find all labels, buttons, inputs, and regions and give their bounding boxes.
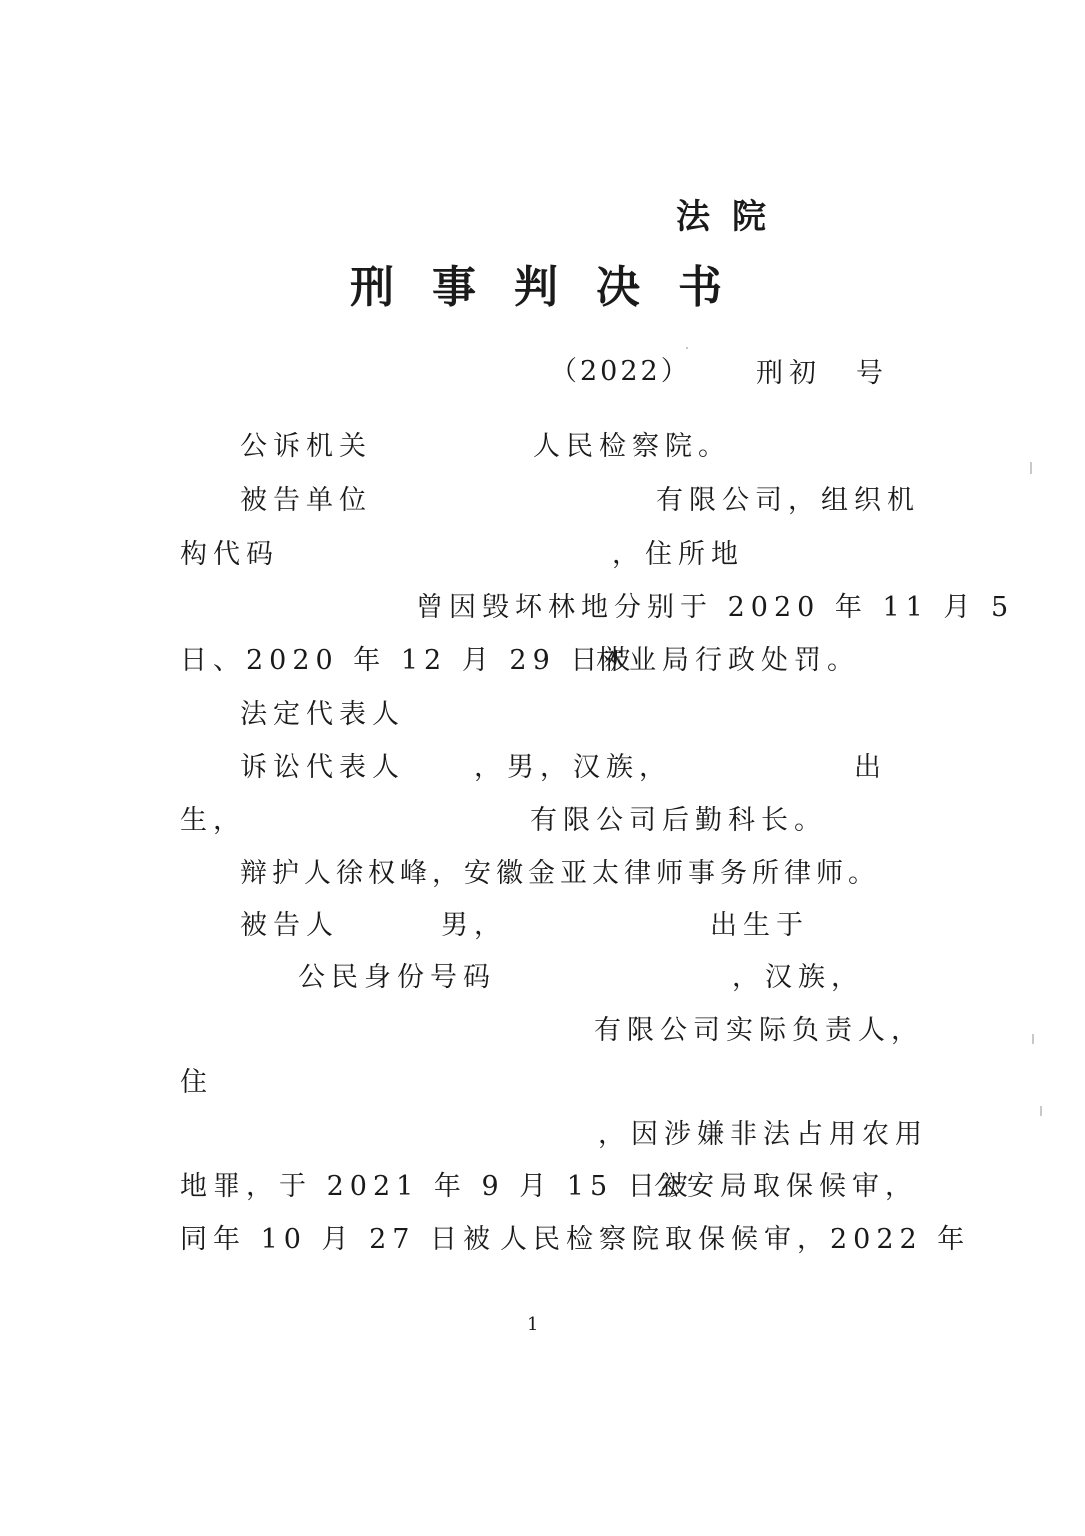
org-code-label: 构代码 [180,539,279,570]
penalty-line-1: 曾因毁坏林地分别于 2020 年 11 月 5 [416,592,1015,623]
scan-speck [1030,462,1032,474]
scan-speck [1032,1034,1034,1044]
residence-label: ，住所地 [612,539,744,570]
address-label: 住 [180,1067,213,1098]
penalty-line-2a: 日、2020 年 12 月 29 日被 [180,645,637,676]
prosecutor-name: 人民检察院。 [533,431,731,462]
court-name: 法院 [676,197,788,237]
defendant-unit-name: 有限公司，组织机 [656,485,920,516]
prosecutor-label: 公诉机关 [240,431,372,462]
defendant-unit-label: 被告单位 [240,485,372,516]
litigation-rep-gender: ，男，汉族， [474,752,672,783]
born-line-2a: 生， [180,805,246,836]
case-type: 刑初 [756,358,822,389]
id-label: 公民身份号码 [298,962,496,993]
charge-line-2b: 公安局取保候审， [654,1171,918,1202]
document-title: 刑事判决书 [350,262,760,313]
charge-line-1: ，因涉嫌非法占用农用 [598,1119,928,1150]
defendant-label: 被告人 [240,910,339,941]
defendant-gender: 男， [441,910,507,941]
scan-speck [686,347,688,349]
charge-line-3a: 同年 10 月 27 日被 [180,1224,497,1255]
ethnicity: ，汉族， [732,962,864,993]
charge-line-2a: 地罪，于 2021 年 9 月 15 日被 [180,1171,694,1202]
scan-speck [1040,1106,1042,1116]
charge-line-3b: 人民检察院取保候审，2022 年 [500,1224,971,1255]
legal-rep-label: 法定代表人 [240,699,405,730]
case-number-suffix: 号 [856,358,889,389]
company-role: 有限公司实际负责人， [594,1015,924,1046]
litigation-rep-label: 诉讼代表人 [240,752,405,783]
defender: 辩护人徐权峰，安徽金亚太律师事务所律师。 [240,858,880,889]
case-year: （2022） [550,356,691,387]
page-number: 1 [527,1314,539,1335]
penalty-line-2b: 林业局行政处罚。 [596,645,860,676]
born-line-2b: 有限公司后勤科长。 [530,805,827,836]
defendant-born: 出生于 [710,910,809,941]
born-char: 出 [854,752,887,783]
